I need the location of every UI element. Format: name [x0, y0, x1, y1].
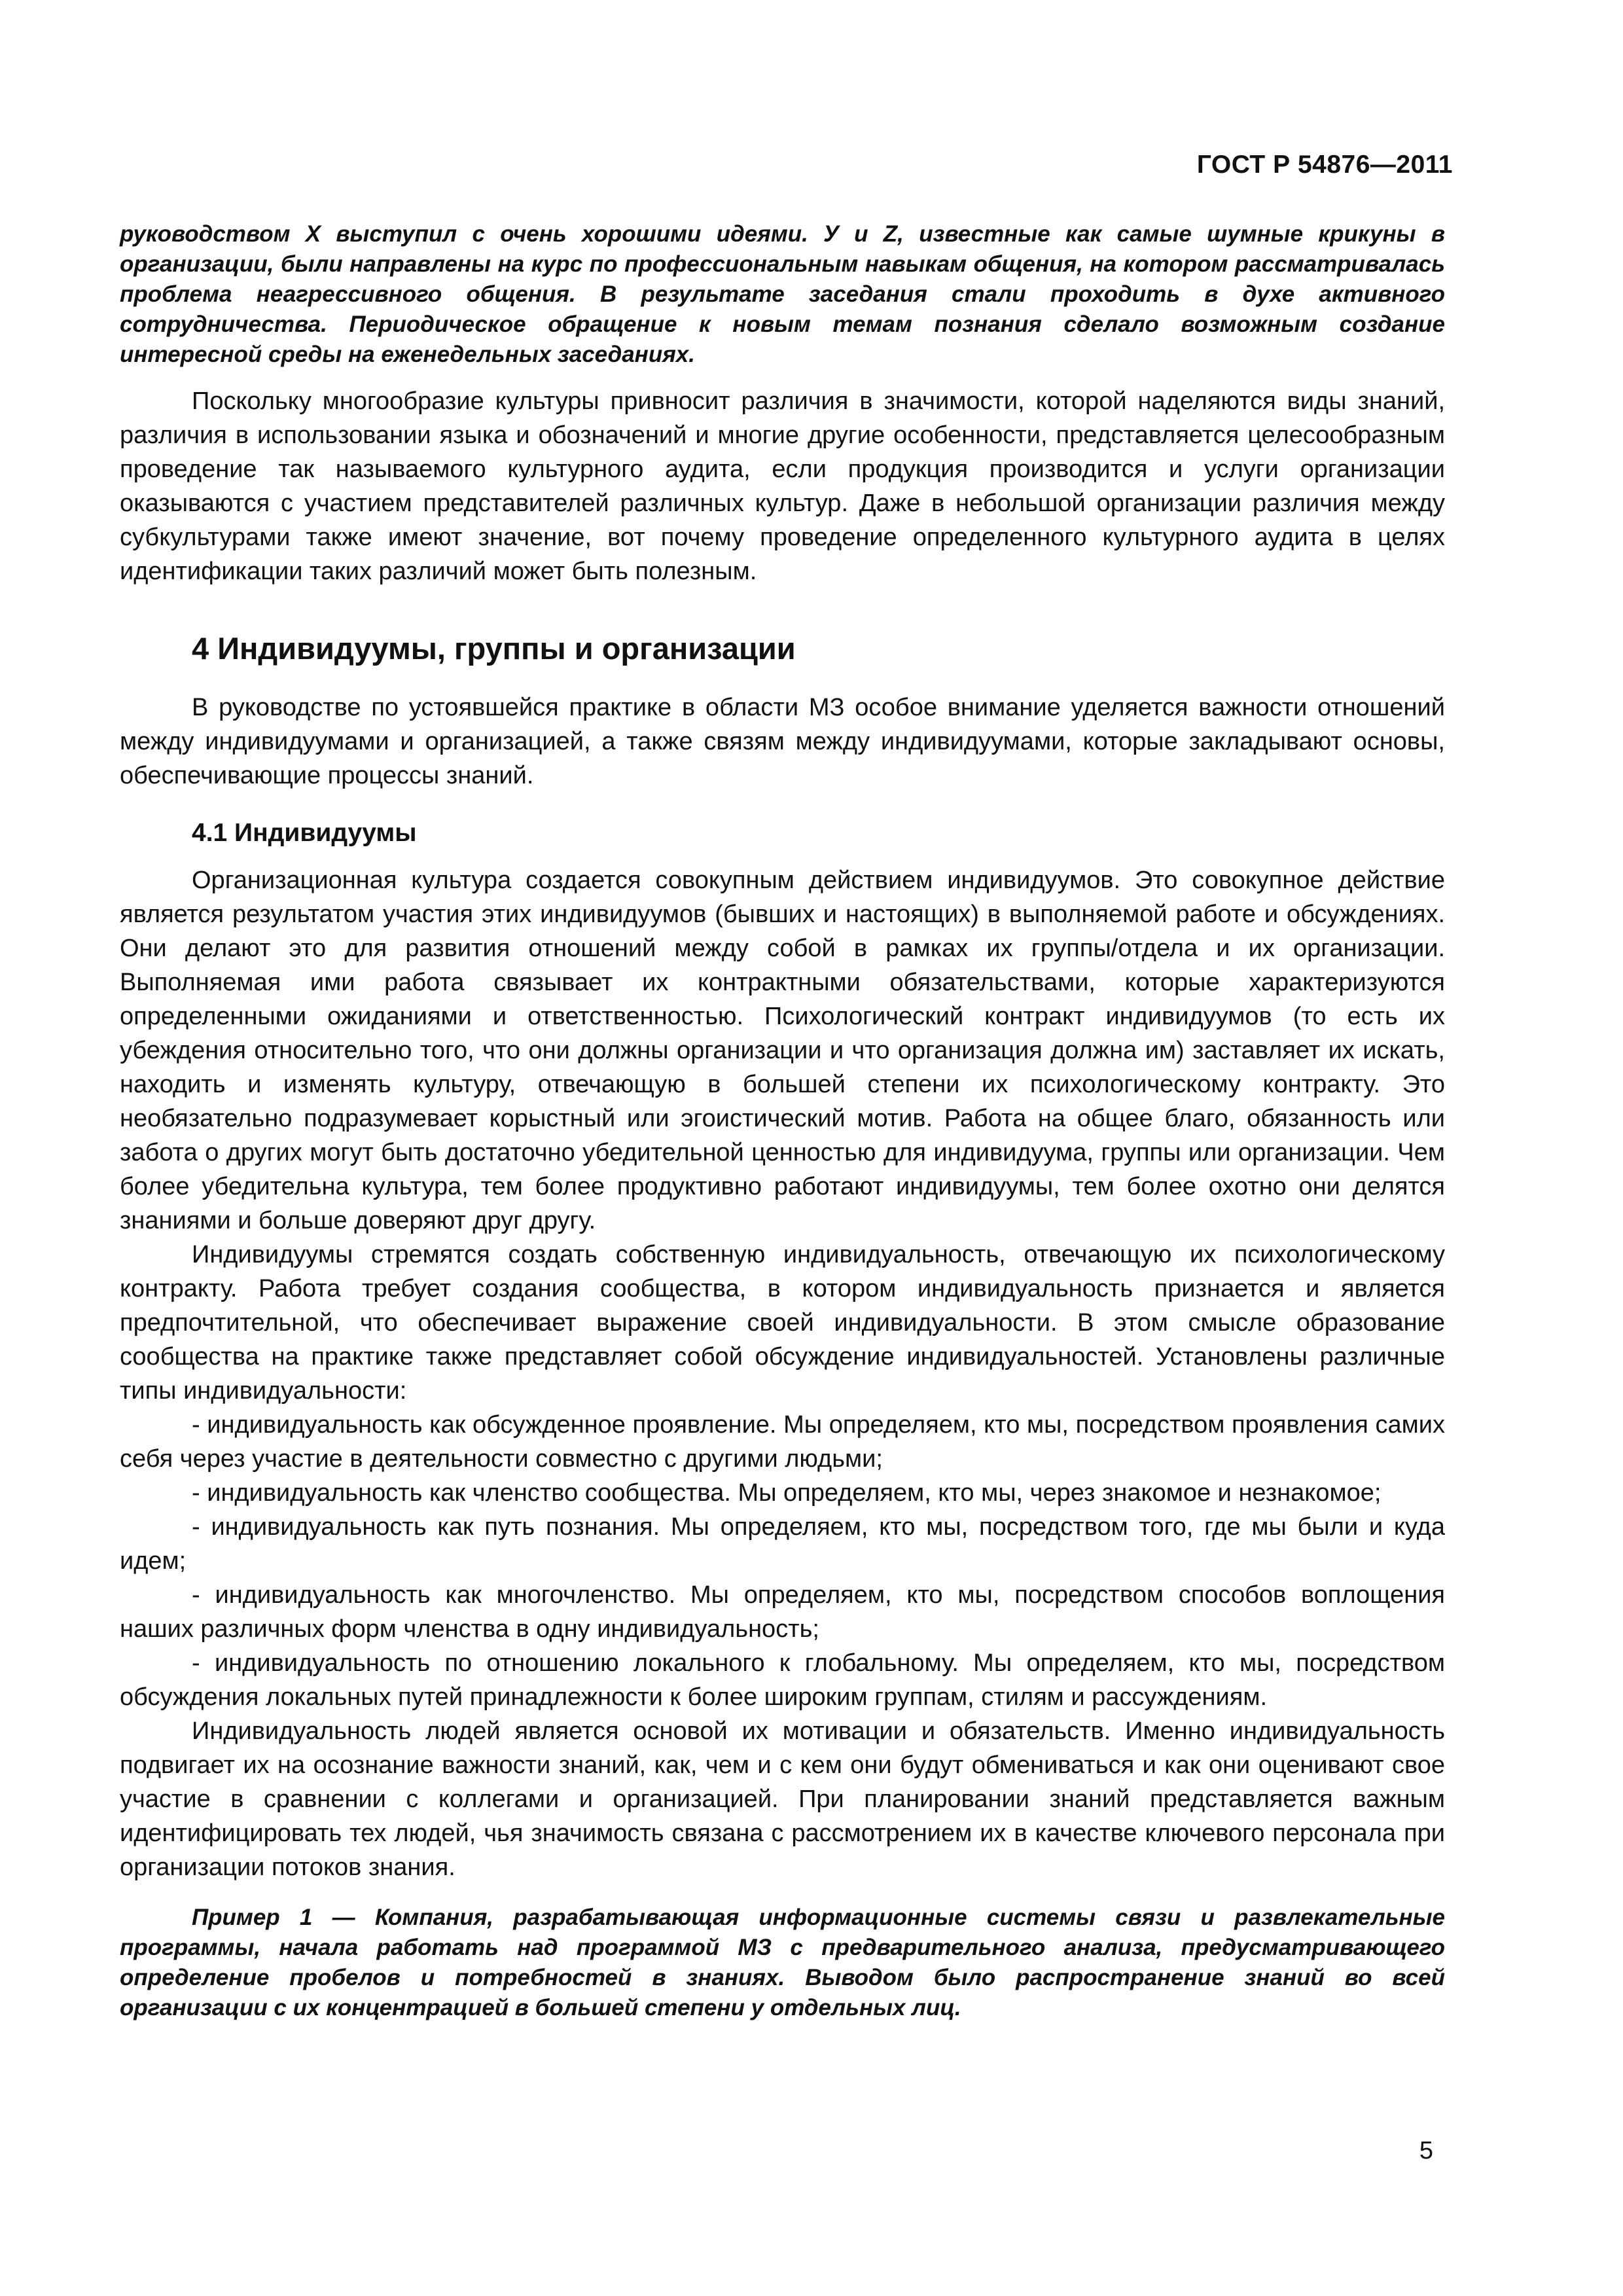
section-4-paragraph: В руководстве по устоявшейся практике в области МЗ особое внимание уделяется важности отношений между индивидуумами и организацией, а также связям между индивидуумами, которые закладывают основы, обеспечивающие процессы знаний. [120, 694, 1445, 789]
identity-types-list [120, 1408, 1445, 1714]
list-item: - индивидуальность как обсужденное проявление. Мы определяем, кто мы, посредством проявления самих себя через участие в деятельности совместно с другими людьми; [120, 1411, 1445, 1473]
section-4-1-heading: 4.1 Индивидуумы [192, 819, 417, 847]
section-4-1-paragraph-1: Организационная культура создается совокупным действием индивидуумов. Это совокупное действие является результатом участия этих индивидуумов (бывших и настоящих) в выполняемой работе и обсуждениях. Они делают это для развития отношений между собой в рамках их группы/отдела и их организации. Выполняемая ими работа связывает их контрактными обязательствами, которые характеризуются определенными ожиданиями и ответственностью. Психологический контракт индивидуумов (то есть их убеждения относительно того, что они должны организации и что организация должна им) заставляет их искать, находить и изменять культуру, отвечающую в большей степени их психологическому контракту. Это необязательно подразумевает корыстный или эгоистический мотив. Работа на общее благо, обязанность или забота о других могут быть достаточно убедительной ценностью для индивидуума, группы или организации. Чем более убедительна культура, тем более продуктивно работают индивидуумы, тем более охотно они делятся знаниями и больше доверяют друг другу. [120, 867, 1445, 1234]
culture-audit-paragraph: Поскольку многообразие культуры привносит различия в значимости, которой наделяются виды знаний, различия в использовании языка и обозначений и многие другие особенности, представляется целесообразным проведение так называемого культурного аудита, если продукция производится и услуги организации оказываются с участием представителей различных культур. Даже в небольшой организации различия между субкультурами также имеют значение, вот почему проведение определенного культурного аудита в целях идентификации таких различий может быть полезным. [120, 387, 1445, 585]
list-item: - индивидуальность как многочленство. Мы определяем, кто мы, посредством способов воплощения наших различных форм членства в одну индивидуальность; [120, 1581, 1445, 1643]
section-4-heading: 4 Индивидуумы, группы и организации [192, 631, 796, 666]
example-1-text: Пример 1 — Компания, разрабатывающая информационные системы связи и развлекательные программы, начала работать над программой МЗ с предварительного анализа, предусматривающего определение пробелов и потребностей в знаниях. Выводом было распространение знаний во всей организации с их концентрацией в большей степени у отдельных лиц. [120, 1905, 1445, 2020]
list-item: - индивидуальность как путь познания. Мы определяем, кто мы, посредством того, где мы были и куда идем; [120, 1513, 1445, 1575]
list-item: - индивидуальность по отношению локального к глобальному. Мы определяем, кто мы, посредством обсуждения локальных путей принадлежности к более широким группам, стилям и рассуждениям. [120, 1649, 1445, 1711]
page-number: 5 [1419, 2137, 1433, 2164]
list-item: - индивидуальность как членство сообщества. Мы определяем, кто мы, через знакомое и незнакомое; [192, 1479, 1382, 1507]
section-4-1-paragraph-3: Индивидуальность людей является основой их мотивации и обязательств. Именно индивидуальность подвигает их на осознание важности знаний, как, чем и с кем они будут обмениваться и как они оценивают свое участие в сравнении с коллегами и организацией. При планировании знаний представляется важным идентифицировать тех людей, чья значимость связана с рассмотрением их в качестве ключевого персонала при организации потоков знания. [120, 1717, 1445, 1881]
page-content [120, 219, 1445, 2023]
intro-example-text: руководством X выступил с очень хорошими идеями. У и Z, известные как самые шумные крикуны в организации, были направлены на курс по профессиональным навыкам общения, на котором рассматривалась проблема неагрессивного общения. В результате заседания стали проходить в духе активного сотрудничества. Периодическое обращение к новым темам познания сделало возможным создание интересной среды на еженедельных заседаниях. [120, 221, 1445, 367]
section-4-1-paragraph-2: Индивидуумы стремятся создать собственную индивидуальность, отвечающую их психологическому контракту. Работа требует создания сообщества, в котором индивидуальность признается и является предпочтительной, что обеспечивает выражение своей индивидуальности. В этом смысле образование сообщества на практике также представляет собой обсуждение индивидуальностей. Установлены различные типы индивидуальности: [120, 1241, 1445, 1405]
standard-header: ГОСТ Р 54876—2011 [1196, 151, 1453, 179]
